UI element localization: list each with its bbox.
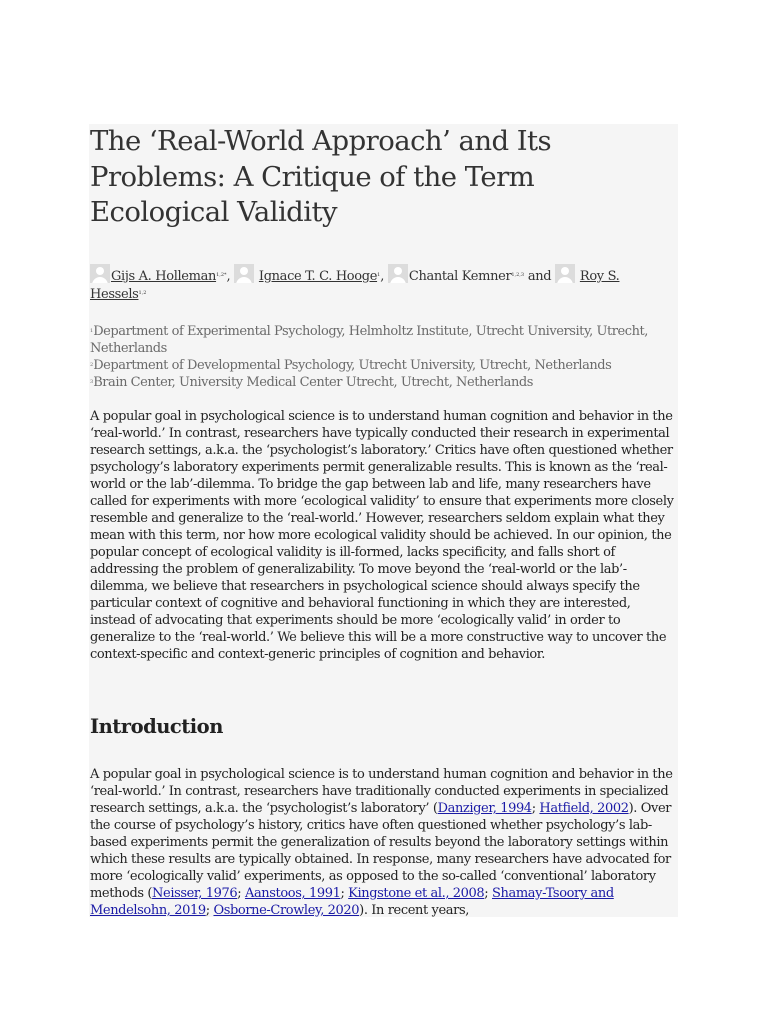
author-separator: and <box>527 269 552 284</box>
affiliation-number: 1 <box>90 328 94 334</box>
author-separator: , <box>226 269 231 284</box>
citation-separator: ; <box>237 886 245 901</box>
citation-link[interactable]: Hatfield, 2002 <box>539 801 629 816</box>
citation-link[interactable]: Osborne-Crowley, 2020 <box>213 903 360 917</box>
affiliation-number: 3 <box>90 379 94 385</box>
affiliation-item <box>90 374 678 391</box>
body-text: ). In recent years, <box>359 903 469 917</box>
affiliation-item <box>90 323 678 357</box>
author-link-hessels[interactable]: Roy S. Hessels <box>90 269 620 302</box>
introduction-paragraph <box>90 766 678 917</box>
author-affiliation-marker: 1,2,3 <box>511 272 525 278</box>
citation-link[interactable]: Shamay-Tsoory and Mendelsohn, 2019 <box>90 886 614 917</box>
affiliation-text: Brain Center, University Medical Center Utrecht, Utrecht, Netherlands <box>93 375 533 390</box>
citation-separator: ; <box>484 886 493 901</box>
citation-separator: ; <box>205 903 214 917</box>
author-list <box>90 264 678 303</box>
author-avatar-icon <box>90 264 110 283</box>
author-avatar-icon <box>234 264 254 283</box>
article-page <box>89 124 678 917</box>
author-link-holleman[interactable]: Gijs A. Holleman <box>111 269 217 284</box>
citation-separator: ; <box>340 886 349 901</box>
citation-link[interactable]: Neisser, 1976 <box>152 886 238 901</box>
author-name-kemner: Chantal Kemner <box>408 269 512 284</box>
author-separator: , <box>380 269 385 284</box>
author-affiliation-marker: 1,2 <box>138 290 147 296</box>
citation-separator: ; <box>531 801 540 816</box>
affiliation-list <box>90 323 678 391</box>
article-title: The ‘Real-World Approach’ and Its Problems: A Critique of the Term Ecological Validity <box>90 125 552 228</box>
citation-link[interactable]: Kingstone et al., 2008 <box>348 886 485 901</box>
affiliation-number: 2 <box>90 362 94 368</box>
author-avatar-icon <box>388 264 408 283</box>
author-link-hooge[interactable]: Ignace T. C. Hooge <box>258 269 378 284</box>
author-affiliation-marker: 1,2* <box>216 272 227 278</box>
abstract-paragraph: A popular goal in psychological science is to understand human cognition and behavior in the ‘real-world.’ In contrast, researchers have typically conducted their research in experimental research settings, a.k.a. the ‘psychologist’s laboratory.’ Critics have often questioned whether psychology’s laboratory experiments permit generalizable results. This is known as the ‘real-world or the lab’-dilemma. To bridge the gap between lab and life, many researchers have called for experiments with more ‘ecological validity’ to ensure that experiments more closely resemble and generalize to the ‘real-world.’ However, researchers seldom explain what they mean with this term, nor how more ecological validity should be achieved. In our opinion, the popular concept of ecological validity is ill-formed, lacks specificity, and falls short of addressing the problem of generalizability. To move beyond the ‘real-world or the lab’-dilemma, we believe that researchers in psychological science should always specify the particular context of cognitive and behavioral functioning in which they are interested, instead of advocating that experiments should be more ‘ecologically valid’ in order to generalize to the ‘real-world.’ We believe this will be a more constructive way to uncover the context-specific and context-generic principles of cognition and behavior. <box>90 409 674 662</box>
author-affiliation-marker: 1 <box>377 272 381 278</box>
body-text: ). Over the course of psychology’s history, critics have often questioned whether psychology’s lab-based experiments permit the generalization of results beyond the laboratory settings within which these results are typically obtained. In response, many researchers have advocated for more ‘ecologically valid’ experiments, as opposed to the so-called ‘conventional’ laboratory methods ( <box>90 801 672 901</box>
author-avatar-icon <box>555 264 575 283</box>
affiliation-item <box>90 357 678 374</box>
affiliation-text: Department of Experimental Psychology, Helmholtz Institute, Utrecht University, Utrecht, Netherlands <box>90 324 648 356</box>
section-heading-introduction: Introduction <box>90 715 223 738</box>
citation-link[interactable]: Danziger, 1994 <box>437 801 532 816</box>
affiliation-text: Department of Developmental Psychology, Utrecht University, Utrecht, Netherlands <box>93 358 612 373</box>
citation-link[interactable]: Aanstoos, 1991 <box>244 886 341 901</box>
body-text: A popular goal in psychological science is to understand human cognition and behavior in the ‘real-world.’ In contrast, researchers have traditionally conducted experiments in specialized research settings, a.k.a. the ‘psychologist’s laboratory’ ( <box>90 767 673 816</box>
